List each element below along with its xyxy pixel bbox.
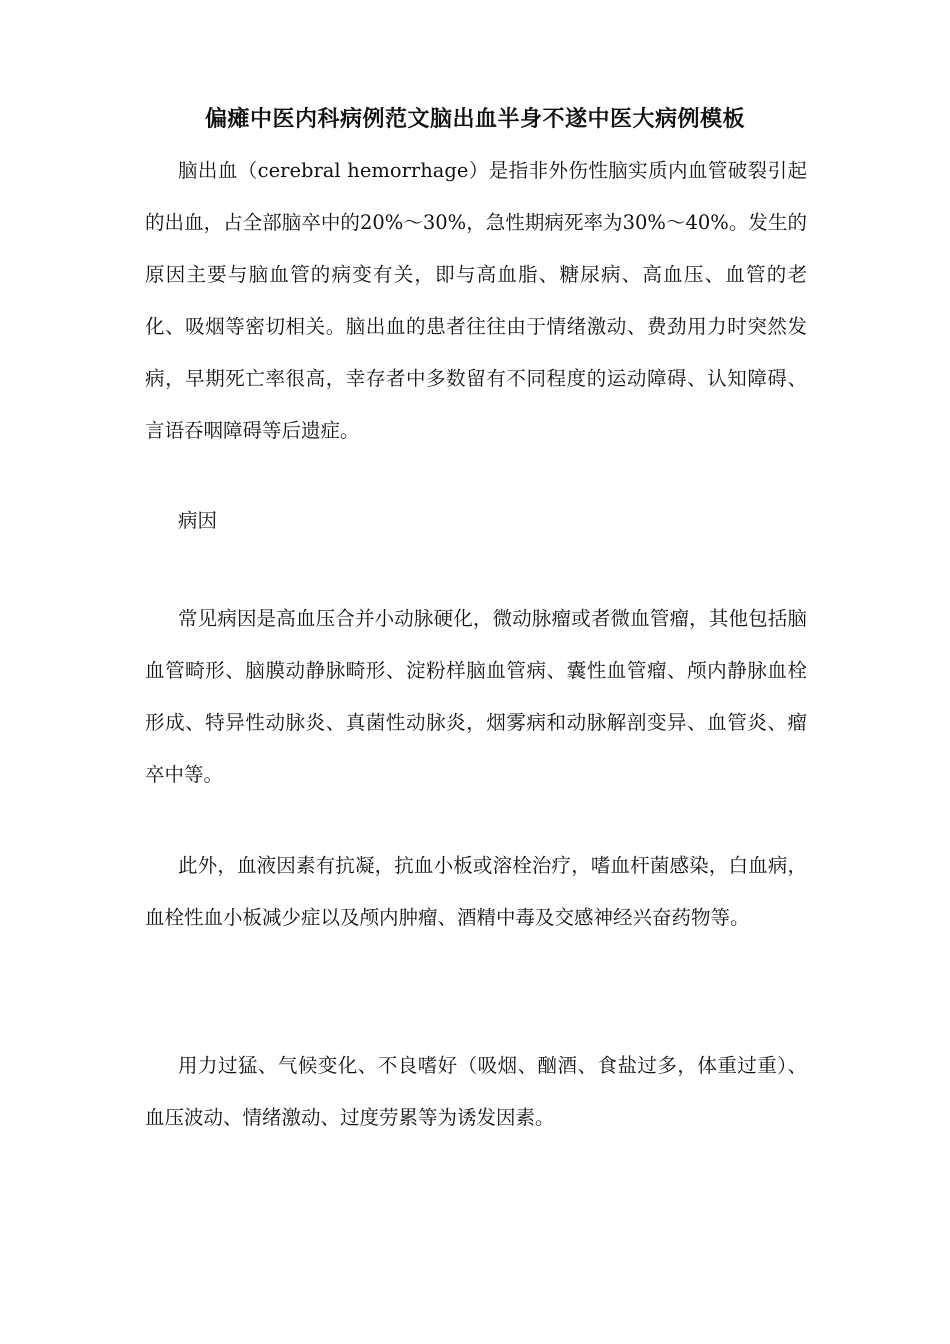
paragraph-common-causes: 常见病因是高血压合并小动脉硬化，微动脉瘤或者微血管瘤，其他包括脑血管畸形、脑膜动静脉畸形、淀粉样脑血管病、囊性血管瘤、颅内静脉血栓形成、特异性动脉炎、真菌性动脉炎，烟雾病和动脉解剖变异、血管炎、瘤卒中等。 [145,607,807,786]
document-title: 偏瘫中医内科病例范文脑出血半身不遂中医大病例模板 [204,106,745,132]
paragraph-triggers: 用力过猛、气候变化、不良嗜好（吸烟、酗酒、食盐过多，体重过重）、血压波动、情绪激动、过度劳累等为诱发因素。 [145,1054,807,1129]
paragraph-intro: 脑出血（cerebral hemorrhage）是指非外伤性脑实质内血管破裂引起的出血，占全部脑卒中的20%～30%，急性期病死率为30%～40%。发生的原因主要与脑血管的病变有关，即与高血脂、糖尿病、高血压、血管的老化、吸烟等密切相关。脑出血的患者往往由于情绪激动、费劲用力时突然发病，早期死亡率很高，幸存者中多数留有不同程度的运动障碍、认知障碍、言语吞咽障碍等后遗症。 [145,159,807,442]
paragraph-blood-factors: 此外，血液因素有抗凝，抗血小板或溶栓治疗，嗜血杆菌感染，白血病，血栓性血小板减少症以及颅内肿瘤、酒精中毒及交感神经兴奋药物等。 [145,854,807,929]
section-heading-cause: 病因 [178,509,218,532]
